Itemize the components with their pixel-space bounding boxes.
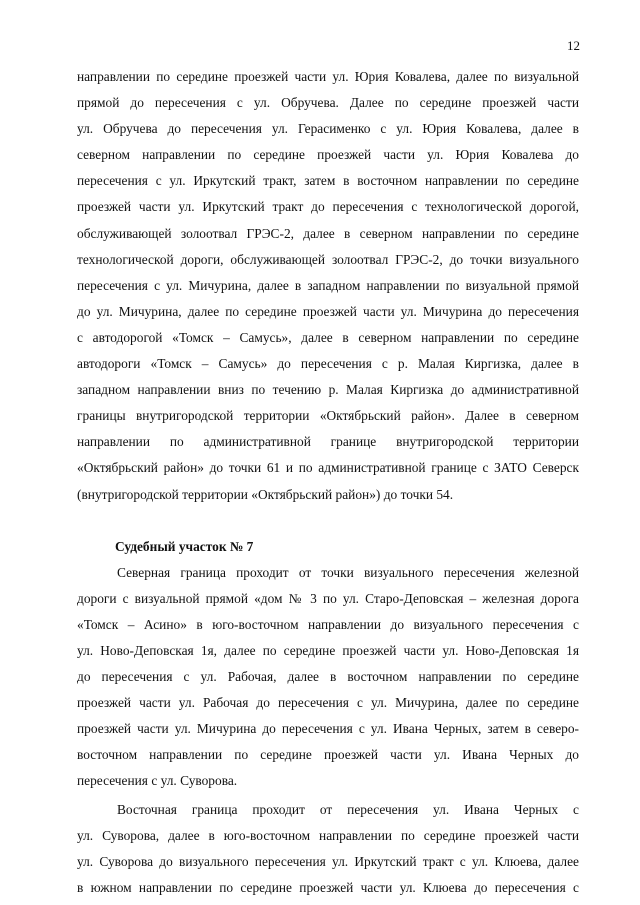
text-line: восточном направлении по середине проезжей части ул. Ивана Черных до (77, 747, 579, 763)
text-line: технологической дороги, обслуживающей золоотвал ГРЭС-2, до точки визуального (77, 251, 579, 267)
text-line: до ул. Мичурина, далее по середине проезжей части ул. Мичурина до пересечения (77, 303, 579, 319)
text-line: Восточная граница проходит от пересечения ул. Ивана Черных с (117, 801, 579, 817)
paragraph-3 (77, 797, 579, 901)
document-body (77, 64, 579, 901)
text-line: направлении по середине проезжей части ул. Юрия Ковалева, далее по визуальной (77, 69, 579, 84)
text-line: ул. Суворова, далее в юго-восточном направлении по середине проезжей части (77, 827, 579, 843)
text-line: пересечения с ул. Иркутский тракт, затем в восточном направлении по середине (77, 173, 579, 189)
paragraph-spacer (77, 508, 579, 534)
text-line: обслуживающей золоотвал ГРЭС-2, далее в северном направлении по середине (77, 225, 579, 241)
text-line: дороги с визуальной прямой «дом № 3 по ул. Старо-Деповская – железная дорога (77, 590, 579, 606)
text-line: ул. Ново-Деповская 1я, далее по середине проезжей части ул. Ново-Деповская 1я (77, 642, 579, 658)
text-line: проезжей части ул. Мичурина до пересечения с ул. Ивана Черных, затем в северо- (77, 721, 579, 737)
text-line: границы внутригородской территории «Октябрьский район». Далее в северном (77, 408, 579, 424)
text-line: до пересечения с ул. Рабочая, далее в восточном направлении по середине (77, 669, 579, 685)
text-line: автодороги «Томск – Самусь» до пересечения с р. Малая Киргизка, далее в (77, 356, 579, 372)
text-line: западном направлении вниз по течению р. Малая Киргизка до административной (77, 382, 579, 398)
text-line: прямой до пересечения с ул. Обручева. Далее по середине проезжей части (77, 95, 579, 111)
text-line: «Октябрьский район» до точки 61 и по административной границе с ЗАТО Северск (77, 460, 579, 476)
text-line: северном направлении по середине проезжей части ул. Юрия Ковалева до (77, 147, 579, 163)
text-line: в южном направлении по середине проезжей части ул. Клюева до пересечения с (77, 879, 579, 895)
paragraph-1 (77, 64, 579, 508)
page-number: 12 (567, 38, 580, 53)
text-line: проезжей части ул. Рабочая до пересечения с ул. Мичурина, далее по середине (77, 695, 579, 711)
text-line: Северная граница проходит от точки визуального пересечения железной (117, 564, 579, 580)
text-line: ул. Обручева до пересечения ул. Герасименко с ул. Юрия Ковалева, далее в (77, 121, 579, 137)
text-line: пересечения с ул. Суворова. (77, 773, 238, 789)
text-line: ул. Суворова до визуального пересечения ул. Иркутский тракт с ул. Клюева, далее (77, 853, 579, 869)
section-heading: Судебный участок № 7 (115, 538, 254, 554)
text-line: с автодорогой «Томск – Самусь», далее в северном направлении по середине (77, 329, 579, 345)
text-line: (внутригородской территории «Октябрьский район») до точки 54. (77, 486, 454, 502)
text-line: направлении по административной границе внутригородской территории (77, 434, 579, 450)
text-line: пересечения с ул. Мичурина, далее в западном направлении по визуальной прямой (77, 277, 579, 293)
text-line: проезжей части ул. Иркутский тракт до пересечения с технологической дорогой, (77, 199, 579, 215)
text-line: «Томск – Асино» в юго-восточном направлении до визуального пересечения с (77, 616, 579, 632)
paragraph-2 (77, 560, 579, 795)
